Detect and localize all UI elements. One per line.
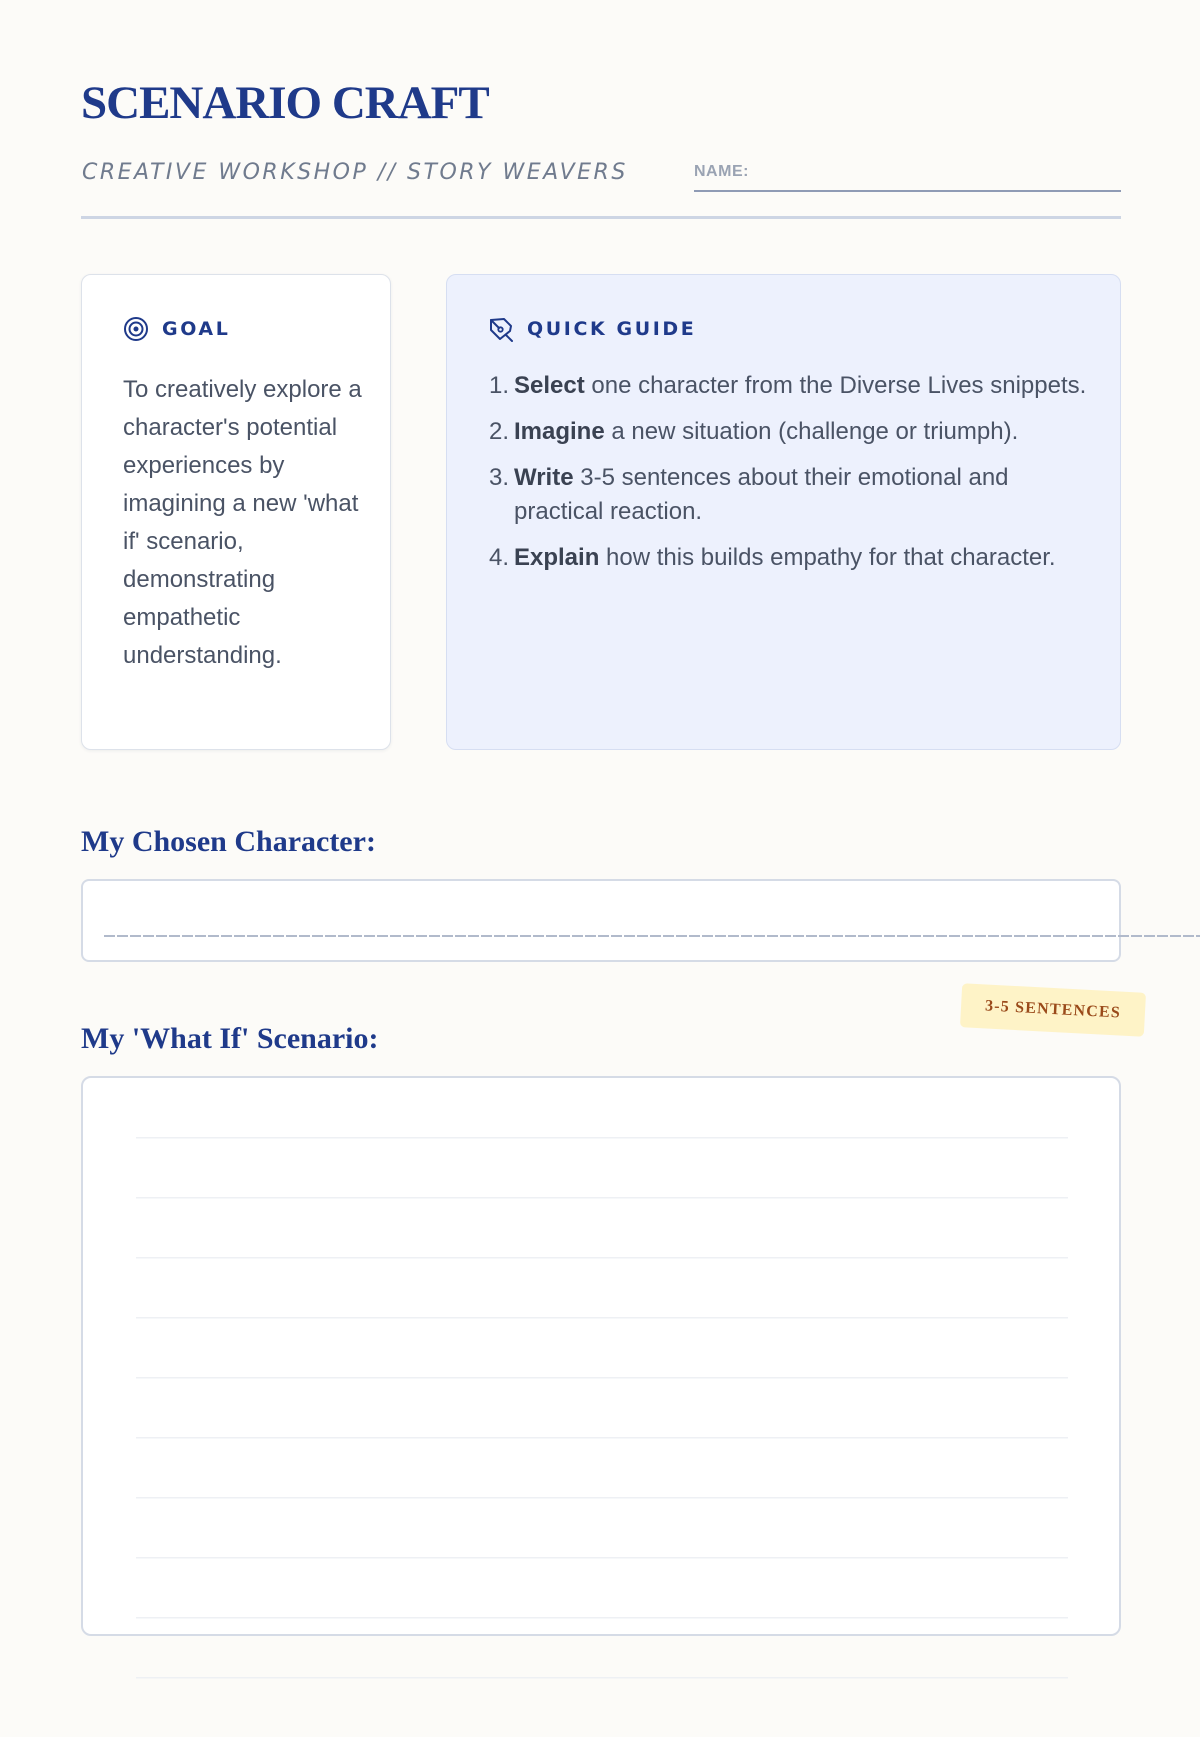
chosen-character-title: My Chosen Character: [81, 825, 376, 858]
step-text [514, 415, 1018, 449]
guide-step [489, 415, 1089, 449]
step-number: 3. [489, 464, 510, 491]
guide-step [489, 541, 1089, 575]
step-text [514, 461, 1089, 529]
step-rest: a new situation (challenge or triumph). [604, 418, 1019, 445]
worksheet-page [81, 0, 1121, 1600]
goal-card [81, 274, 391, 750]
page-title: SCENARIO CRAFT [81, 77, 489, 129]
name-label: NAME: [694, 163, 749, 180]
guide-steps [489, 369, 1089, 587]
step-verb: Write [514, 464, 574, 491]
quick-guide-card [446, 274, 1121, 750]
step-verb: Explain [514, 544, 600, 571]
goal-header [123, 316, 230, 342]
goal-text: To creatively explore a character's potential experiences by imagining a new 'what if' scenario, demonstrating empathetic understanding. [123, 376, 362, 669]
step-verb: Select [514, 372, 585, 399]
step-number: 4. [489, 544, 510, 571]
guide-heading: QUICK GUIDE [527, 318, 697, 340]
scenario-writing-area[interactable] [81, 1076, 1121, 1636]
writing-line [104, 935, 1200, 937]
guide-step [489, 461, 1089, 529]
step-number: 2. [489, 418, 510, 445]
chosen-character-input[interactable] [81, 879, 1121, 962]
name-field[interactable] [694, 161, 1121, 192]
step-text [514, 541, 1056, 575]
page-subtitle: CREATIVE WORKSHOP // STORY WEAVERS [82, 160, 628, 185]
header-divider [81, 216, 1121, 219]
goal-heading: GOAL [162, 318, 231, 340]
scenario-title: My 'What If' Scenario: [81, 1022, 379, 1055]
step-rest: how this builds empathy for that character. [599, 544, 1056, 571]
ruled-lines [136, 1137, 1068, 1737]
pen-nib-icon [488, 316, 514, 342]
step-rest: one character from the Diverse Lives snippets. [584, 372, 1087, 399]
step-text [514, 369, 1086, 403]
guide-header [488, 316, 696, 342]
step-verb: Imagine [514, 418, 605, 445]
target-icon [123, 316, 149, 342]
step-rest: 3-5 sentences about their emotional and practical reaction. [514, 464, 1009, 525]
step-number: 1. [489, 372, 510, 399]
guide-step [489, 369, 1089, 403]
sentence-count-badge: 3-5 SENTENCES [960, 983, 1146, 1037]
